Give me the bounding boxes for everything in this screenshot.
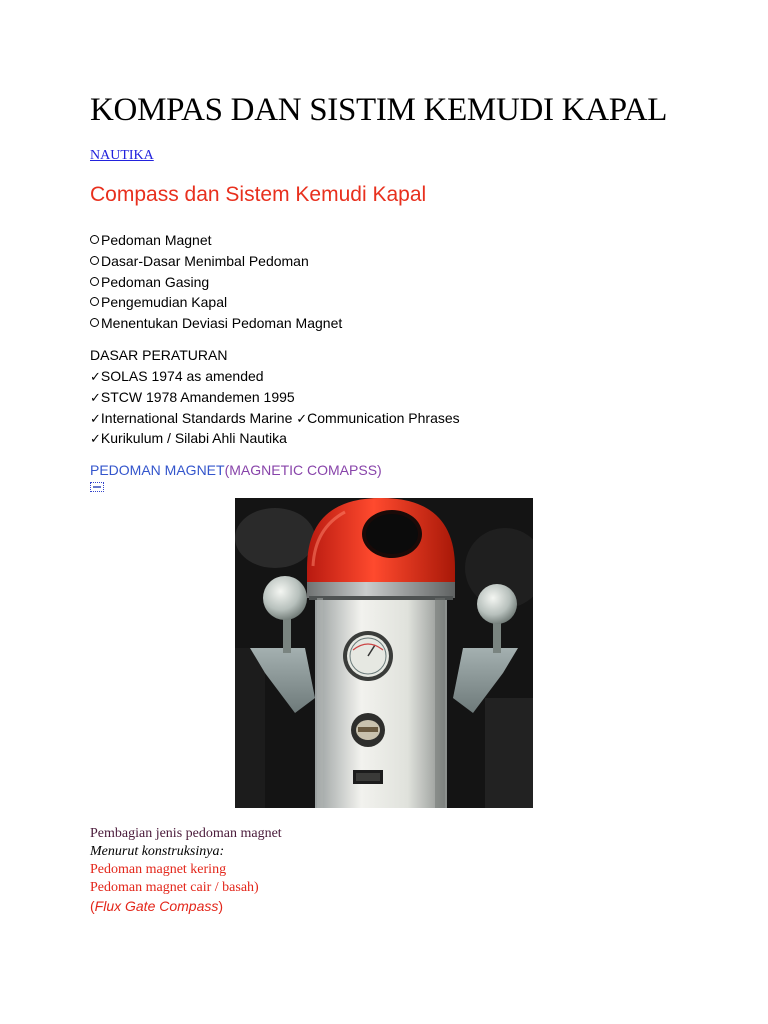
nautika-link[interactable]: NAUTIKA [90,148,154,163]
magnetic-compass-heading [90,462,382,478]
caption-dry-compass: Pedoman magnet kering [90,862,227,877]
list-item [90,428,460,449]
caption-types: Pembagian jenis pedoman magnet [90,826,282,841]
flux-gate-label: Flux Gate Compass [94,898,219,914]
circle-bullet-icon [90,318,99,327]
heading-paren: (MAGNETIC COMAPSS) [224,462,382,478]
check-mark-icon: ✓ [90,370,101,385]
topic-label: Menentukan Deviasi Pedoman Magnet [101,315,343,332]
paren-open: ( [90,898,95,914]
rule-label: International Standards Marine [100,409,297,426]
rule-label: STCW 1978 Amandemen 1995 [100,388,295,405]
list-item [90,230,342,251]
list-item [90,251,342,272]
list-item [90,366,460,387]
rules-list [90,366,460,449]
circle-bullet-icon [90,297,99,306]
list-item [90,292,342,313]
rule-label: SOLAS 1974 as amended [100,368,264,384]
image-placeholder-icon[interactable] [90,482,104,492]
magnetic-compass-photo [235,498,533,808]
circle-bullet-icon [90,277,99,286]
page-title: KOMPAS DAN SISTIM KEMUDI KAPAL [90,92,668,128]
rule-label: Kurikulum / Silabi Ahli Nautika [100,430,287,447]
circle-bullet-icon [90,256,99,265]
heading-main: PEDOMAN MAGNET [90,462,225,478]
paren-close: ) [218,898,224,914]
topic-label: Pedoman Gasing [101,273,210,290]
list-item [90,387,460,408]
circle-bullet-icon [90,235,99,244]
topics-list [90,230,342,334]
topic-label: Pedoman Magnet [101,232,212,248]
list-item [90,313,342,334]
topic-label: Dasar-Dasar Menimbal Pedoman [101,252,309,269]
rules-heading: DASAR PERATURAN [90,347,228,363]
compass-binnacle-illustration [235,498,533,808]
caption-construction: Menurut konstruksinya: [90,844,225,859]
topic-label: Pengemudian Kapal [101,294,228,311]
check-mark-icon: ✓ [90,390,101,406]
list-item [90,272,342,293]
rule-label: Communication Phrases [307,409,460,426]
caption-flux-gate [90,898,223,914]
caption-wet-compass: Pedoman magnet cair / basah) [90,880,259,895]
check-mark-icon: ✓ [90,411,101,427]
section-subtitle: Compass dan Sistem Kemudi Kapal [90,183,427,206]
list-item [90,408,460,429]
check-mark-icon: ✓ [90,432,101,448]
check-mark-icon: ✓ [296,411,308,427]
